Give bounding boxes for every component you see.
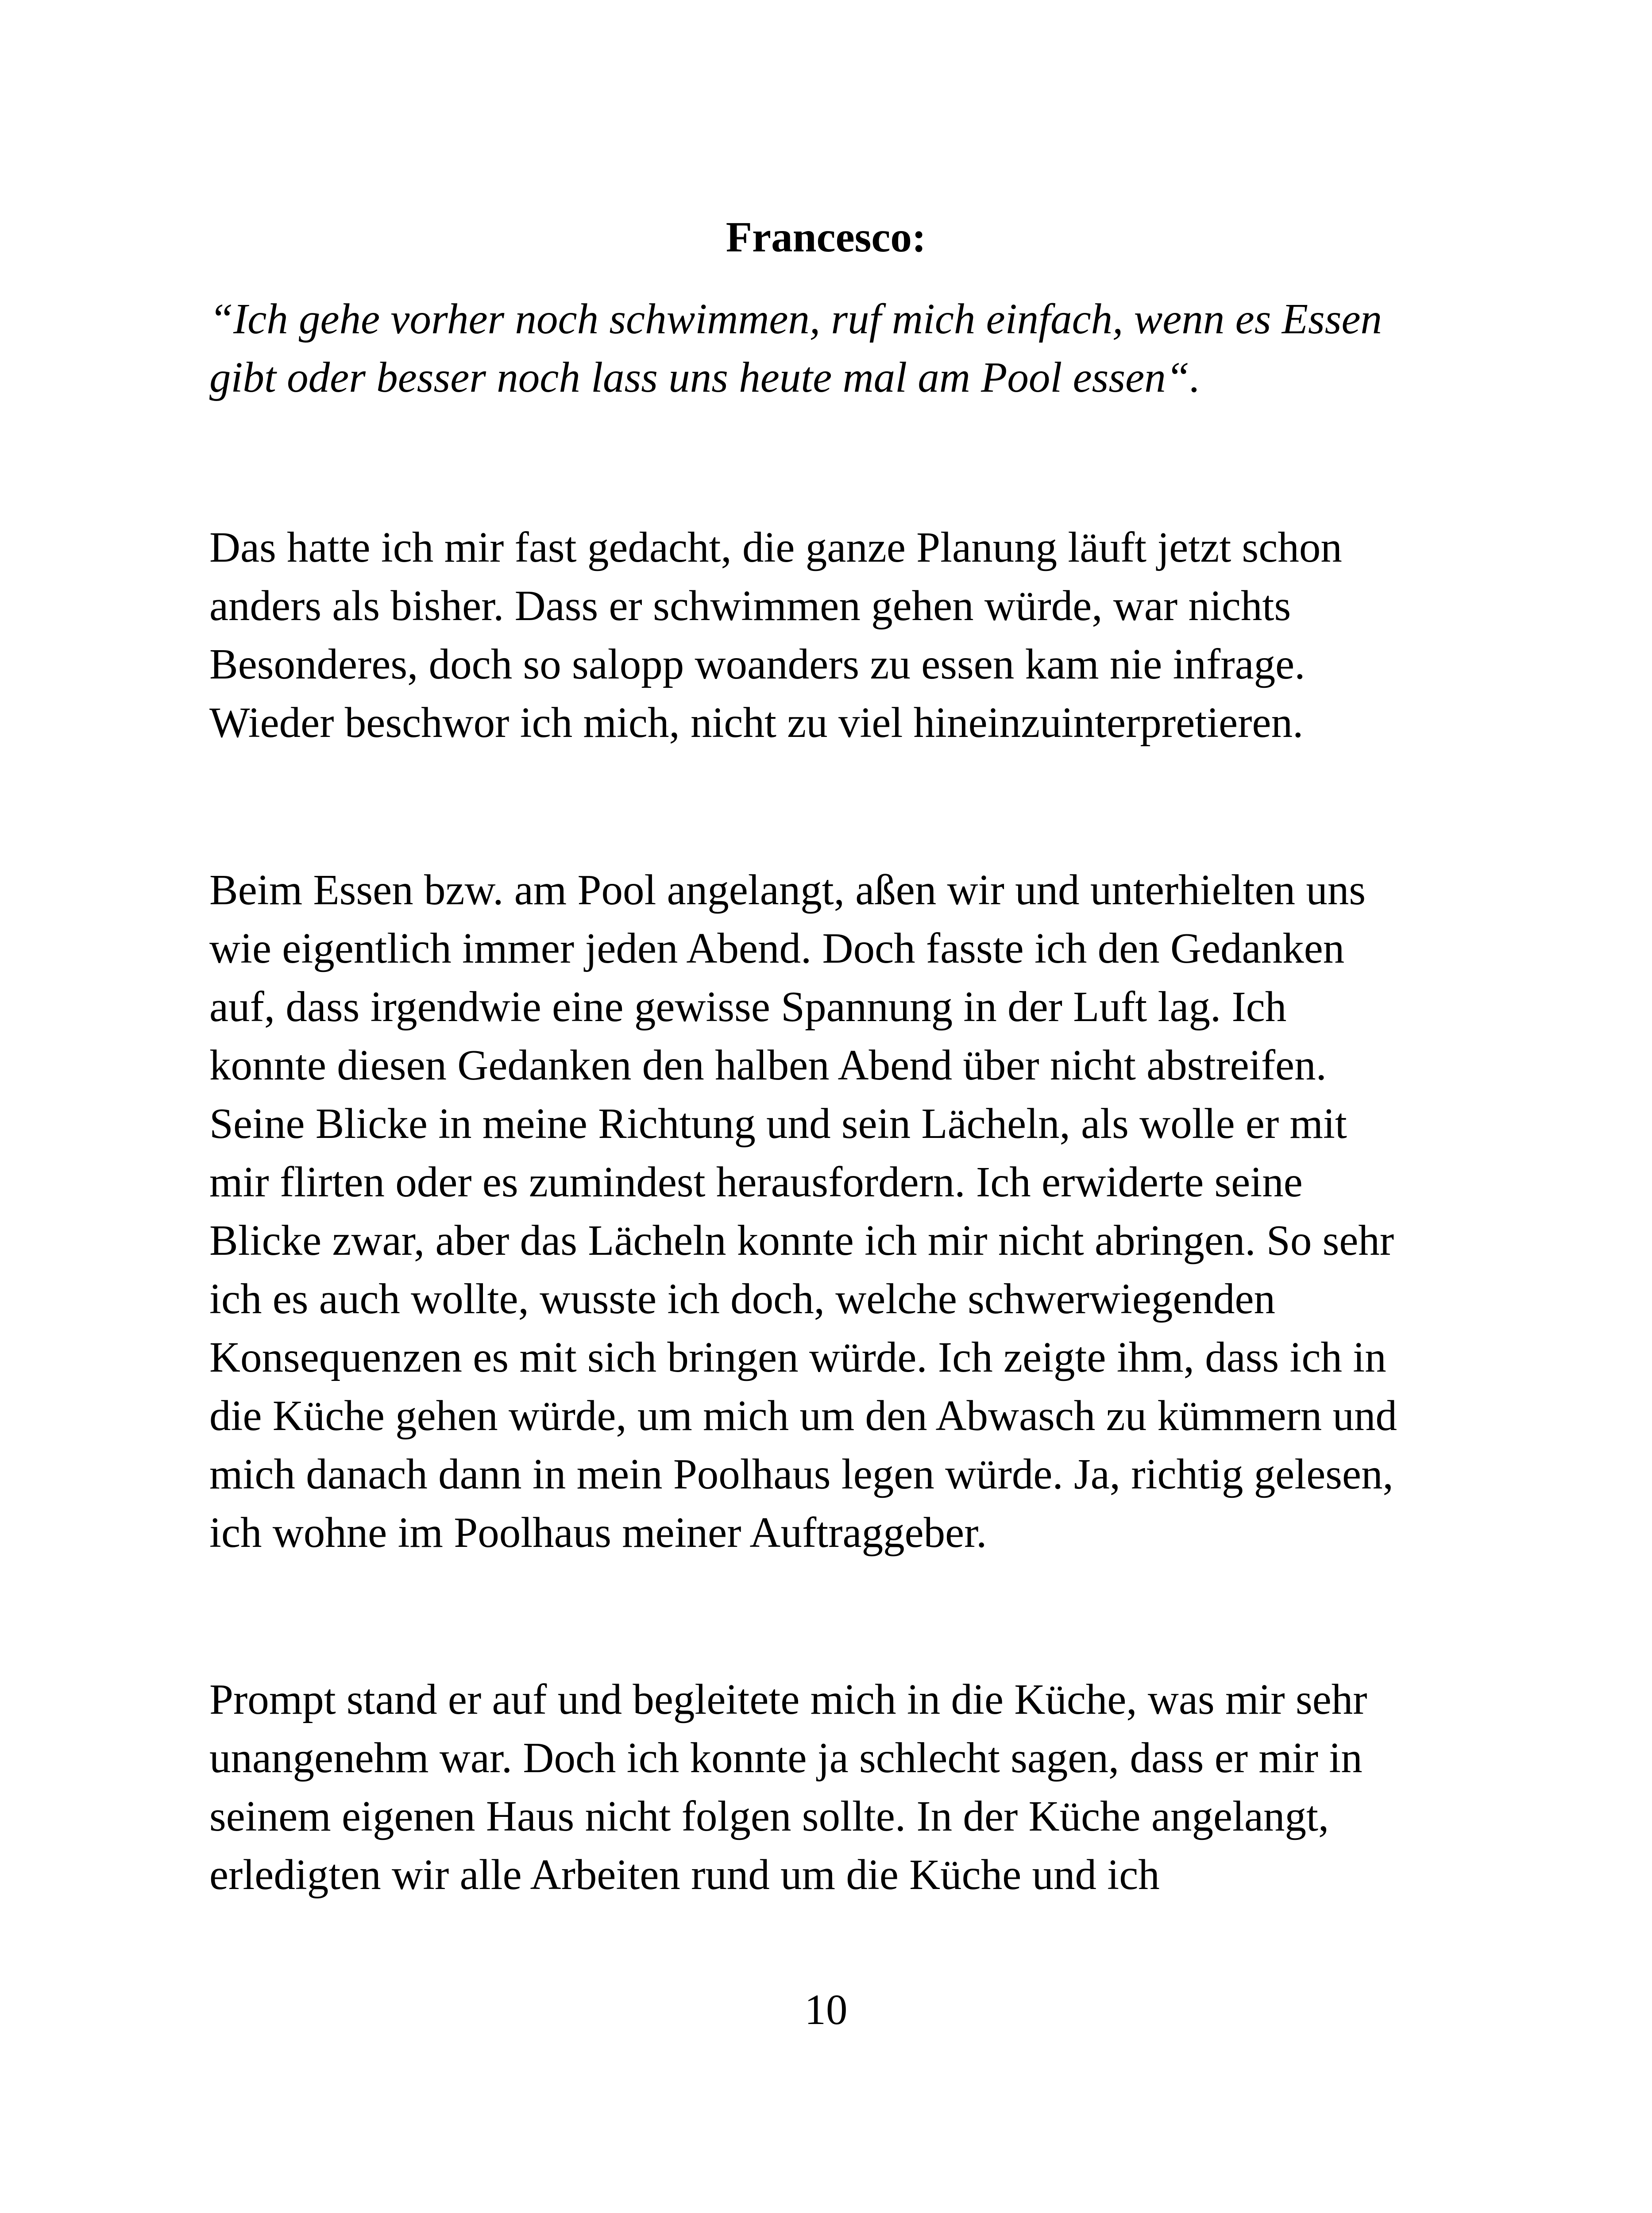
paragraph-line: auf, dass irgendwie eine gewisse Spannung in der Luft lag. Ich bbox=[209, 983, 1287, 1030]
paragraph-line: seinem eigenen Haus nicht folgen sollte. In der Küche angelangt, bbox=[209, 1793, 1329, 1840]
paragraph-line: Seine Blicke in meine Richtung und sein Lächeln, als wolle er mit bbox=[209, 1100, 1347, 1147]
page-number: 10 bbox=[804, 1986, 848, 2033]
paragraph-line: Blicke zwar, aber das Lächeln konnte ich mir nicht abringen. So sehr bbox=[209, 1217, 1394, 1264]
paragraph-line: ich es auch wollte, wusste ich doch, welche schwerwiegenden bbox=[209, 1275, 1275, 1322]
paragraph-line: Beim Essen bzw. am Pool angelangt, aßen wir und unterhielten uns bbox=[209, 866, 1366, 914]
paragraph-line: Wieder beschwor ich mich, nicht zu viel hineinzuinterpretieren. bbox=[209, 699, 1304, 746]
paragraph-line: mich danach dann in mein Poolhaus legen würde. Ja, richtig gelesen, bbox=[209, 1450, 1393, 1498]
speaker-heading: Francesco: bbox=[726, 213, 926, 261]
paragraph-line: die Küche gehen würde, um mich um den Abwasch zu kümmern und bbox=[209, 1392, 1397, 1439]
quote-line: gibt oder besser noch lass uns heute mal am Pool essen“. bbox=[209, 354, 1200, 401]
paragraph-2 bbox=[209, 861, 1458, 1562]
quote-line: “Ich gehe vorher noch schwimmen, ruf mich einfach, wenn es Essen bbox=[209, 295, 1382, 343]
paragraph-1 bbox=[209, 518, 1458, 752]
paragraph-line: ich wohne im Poolhaus meiner Auftraggeber. bbox=[209, 1509, 987, 1556]
paragraph-line: mir flirten oder es zumindest herausfordern. Ich erwiderte seine bbox=[209, 1158, 1303, 1206]
paragraph-line: Prompt stand er auf und begleitete mich in die Küche, was mir sehr bbox=[209, 1676, 1367, 1723]
paragraph-line: wie eigentlich immer jeden Abend. Doch fasste ich den Gedanken bbox=[209, 925, 1345, 972]
paragraph-3 bbox=[209, 1670, 1458, 1904]
paragraph-line: Das hatte ich mir fast gedacht, die ganze Planung läuft jetzt schon bbox=[209, 524, 1342, 571]
paragraph-line: konnte diesen Gedanken den halben Abend über nicht abstreifen. bbox=[209, 1041, 1327, 1089]
dialogue-quote bbox=[209, 290, 1458, 407]
paragraph-line: anders als bisher. Dass er schwimmen gehen würde, war nichts bbox=[209, 582, 1291, 629]
paragraph-line: Besonderes, doch so salopp woanders zu essen kam nie infrage. bbox=[209, 640, 1305, 688]
paragraph-line: erledigten wir alle Arbeiten rund um die Küche und ich bbox=[209, 1851, 1160, 1898]
paragraph-line: unangenehm war. Doch ich konnte ja schlecht sagen, dass er mir in bbox=[209, 1734, 1363, 1781]
paragraph-line: Konsequenzen es mit sich bringen würde. Ich zeigte ihm, dass ich in bbox=[209, 1334, 1386, 1381]
